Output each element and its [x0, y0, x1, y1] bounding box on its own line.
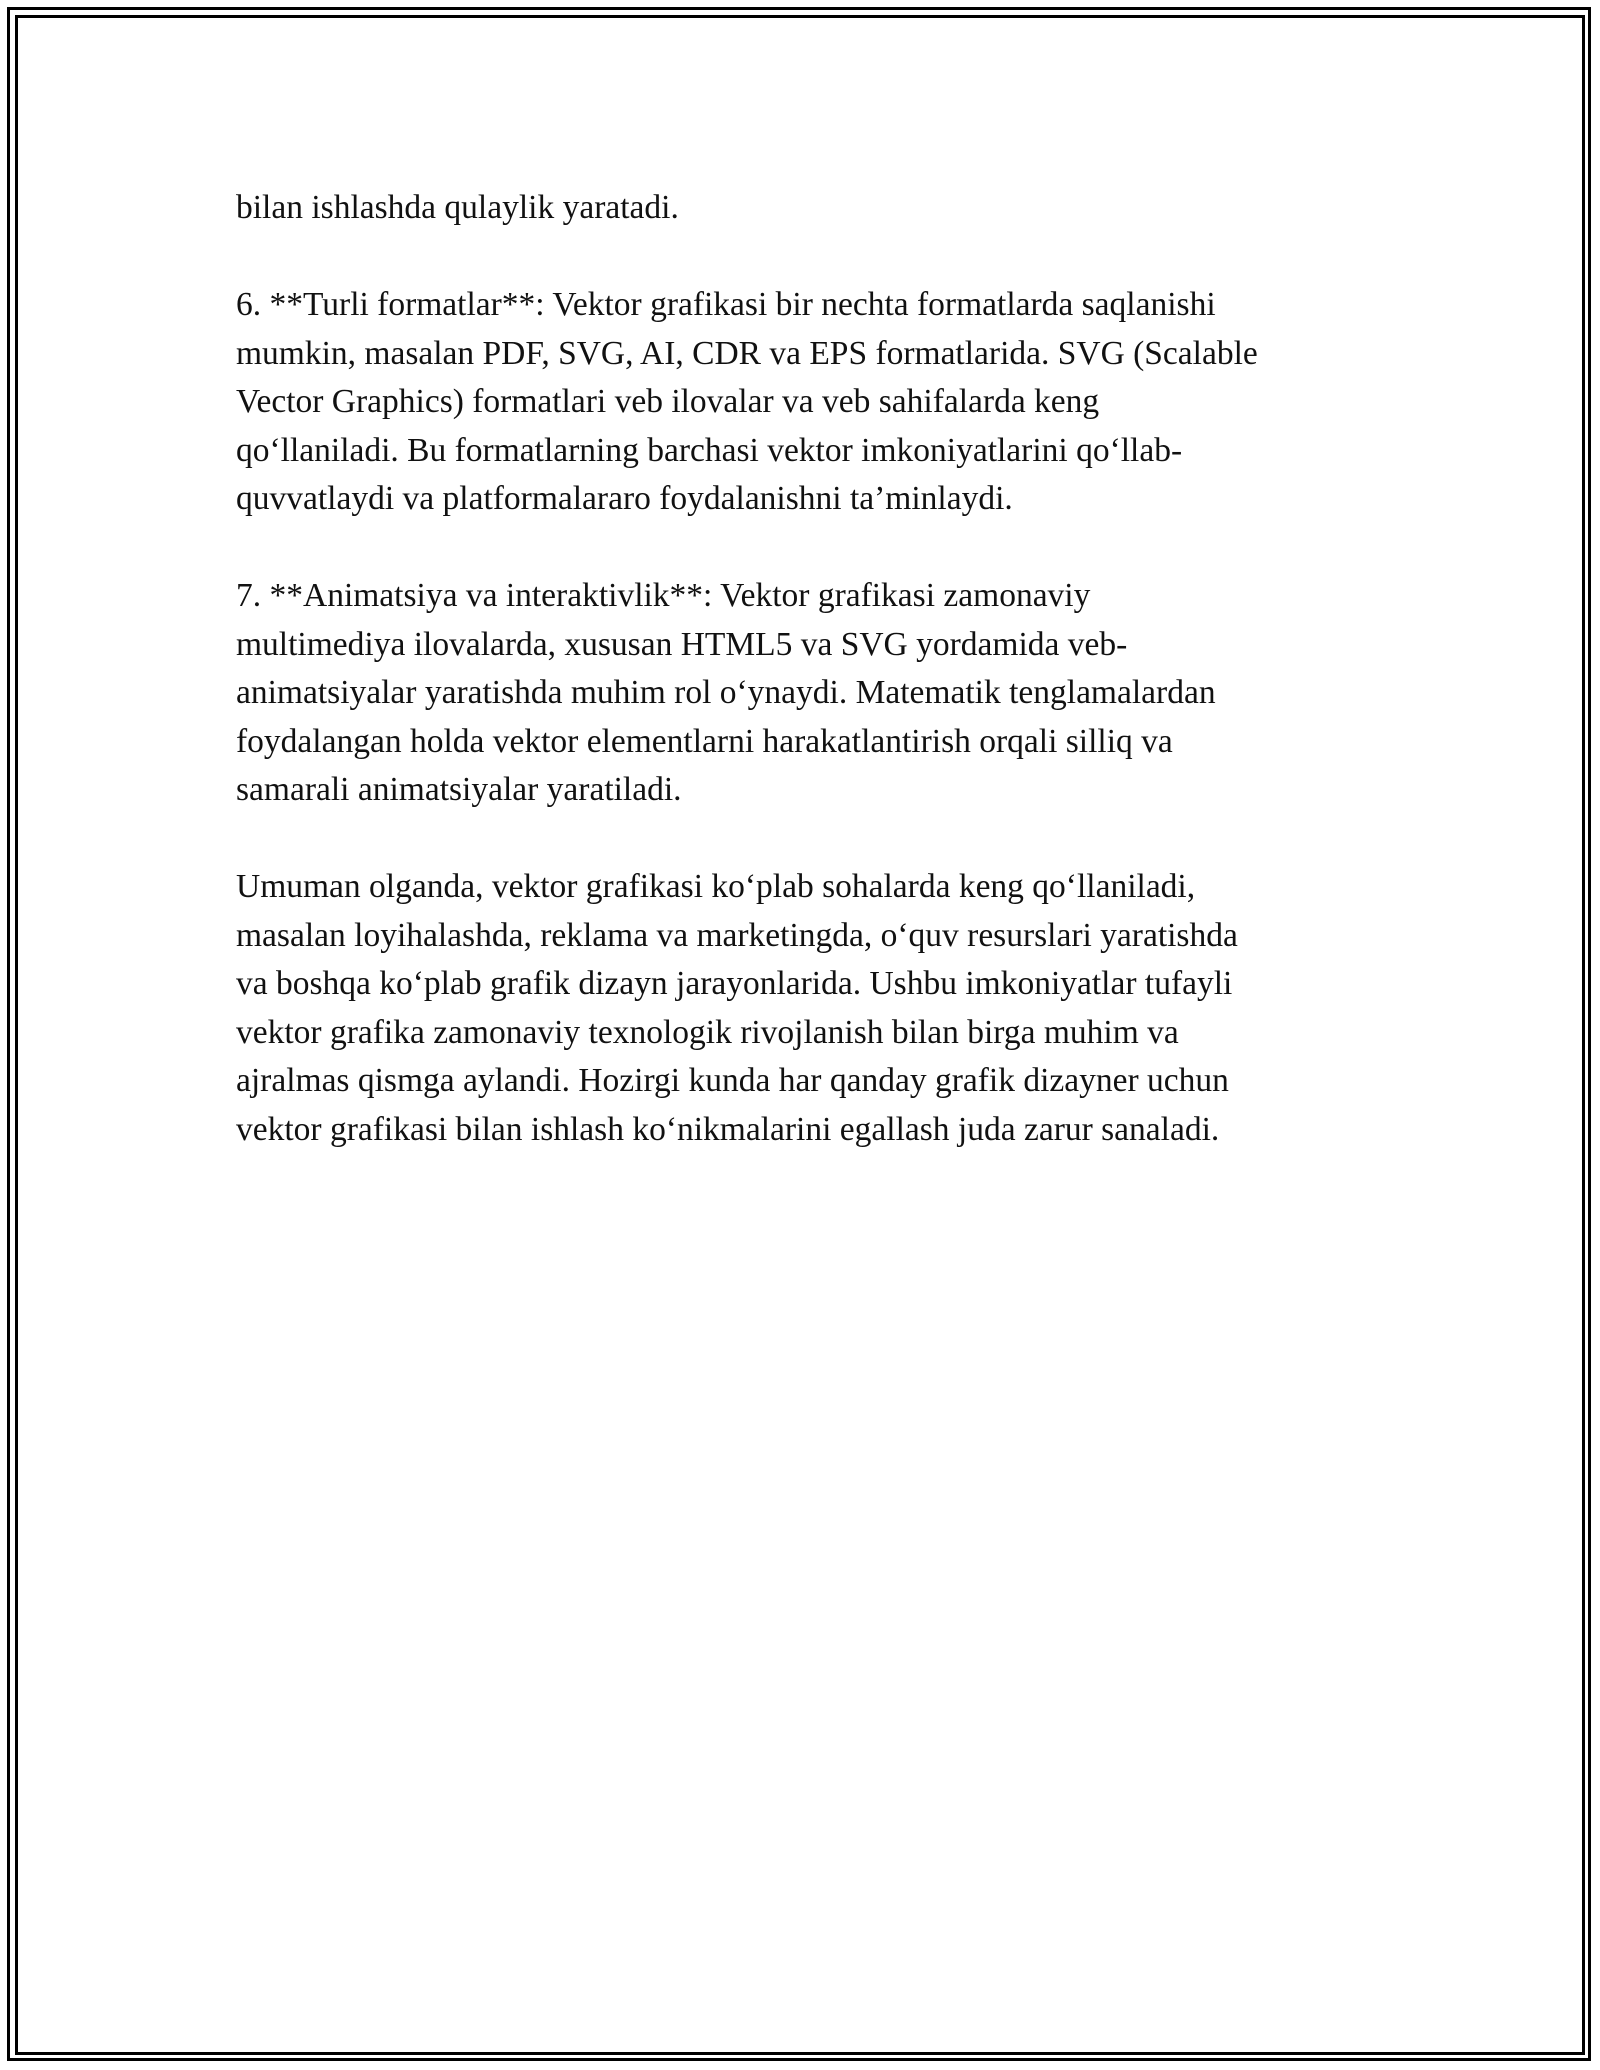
text-line: animatsiyalar yaratishda muhim rol o‘ynaydi. Matematik tenglamalardan [236, 674, 1216, 711]
text-line: vektor grafikasi bilan ishlash ko‘nikmalarini egallash juda zarur sanaladi. [236, 1110, 1220, 1148]
paragraph-intro-tail [236, 184, 1376, 233]
paragraph-conclusion [236, 863, 1376, 1154]
text-line: multimediya ilovalarda, xususan HTML5 va SVG yordamida veb- [236, 625, 1128, 663]
text-line: bilan ishlashda qulaylik yaratadi. [236, 189, 679, 226]
document-body [236, 184, 1376, 1203]
text-line: quvvatlaydi va platformalararo foydalanishni ta’minlaydi. [236, 480, 1013, 517]
text-line: Umuman olganda, vektor grafikasi ko‘plab sohalarda keng qo‘llaniladi, [236, 868, 1196, 905]
text-line: vektor grafika zamonaviy texnologik rivojlanish bilan birga muhim va [236, 1013, 1179, 1051]
text-line: masalan loyihalashda, reklama va marketingda, o‘quv resurslari yaratishda [236, 916, 1238, 954]
text-line: foydalangan holda vektor elementlarni harakatlantirish orqali silliq va [236, 722, 1173, 760]
paragraph-point-7 [236, 572, 1376, 815]
text-line: qo‘llaniladi. Bu formatlarning barchasi vektor imkoniyatlarini qo‘llab- [236, 431, 1183, 469]
text-line: 6. **Turli formatlar**: Vektor grafikasi bir nechta formatlarda saqlanishi [236, 286, 1216, 323]
text-line: 7. **Animatsiya va interaktivlik**: Vektor grafikasi zamonaviy [236, 577, 1091, 614]
text-line: Vector Graphics) formatlari veb ilovalar va veb sahifalarda keng [236, 383, 1100, 420]
text-line: va boshqa ko‘plab grafik dizayn jarayonlarida. Ushbu imkoniyatlar tufayli [236, 965, 1233, 1002]
text-line: samarali animatsiyalar yaratiladi. [236, 771, 682, 808]
text-line: mumkin, masalan PDF, SVG, AI, CDR va EPS formatlarida. SVG (Scalable [236, 334, 1258, 372]
paragraph-point-6 [236, 281, 1376, 524]
text-line: ajralmas qismga aylandi. Hozirgi kunda har qanday grafik dizayner uchun [236, 1062, 1229, 1099]
